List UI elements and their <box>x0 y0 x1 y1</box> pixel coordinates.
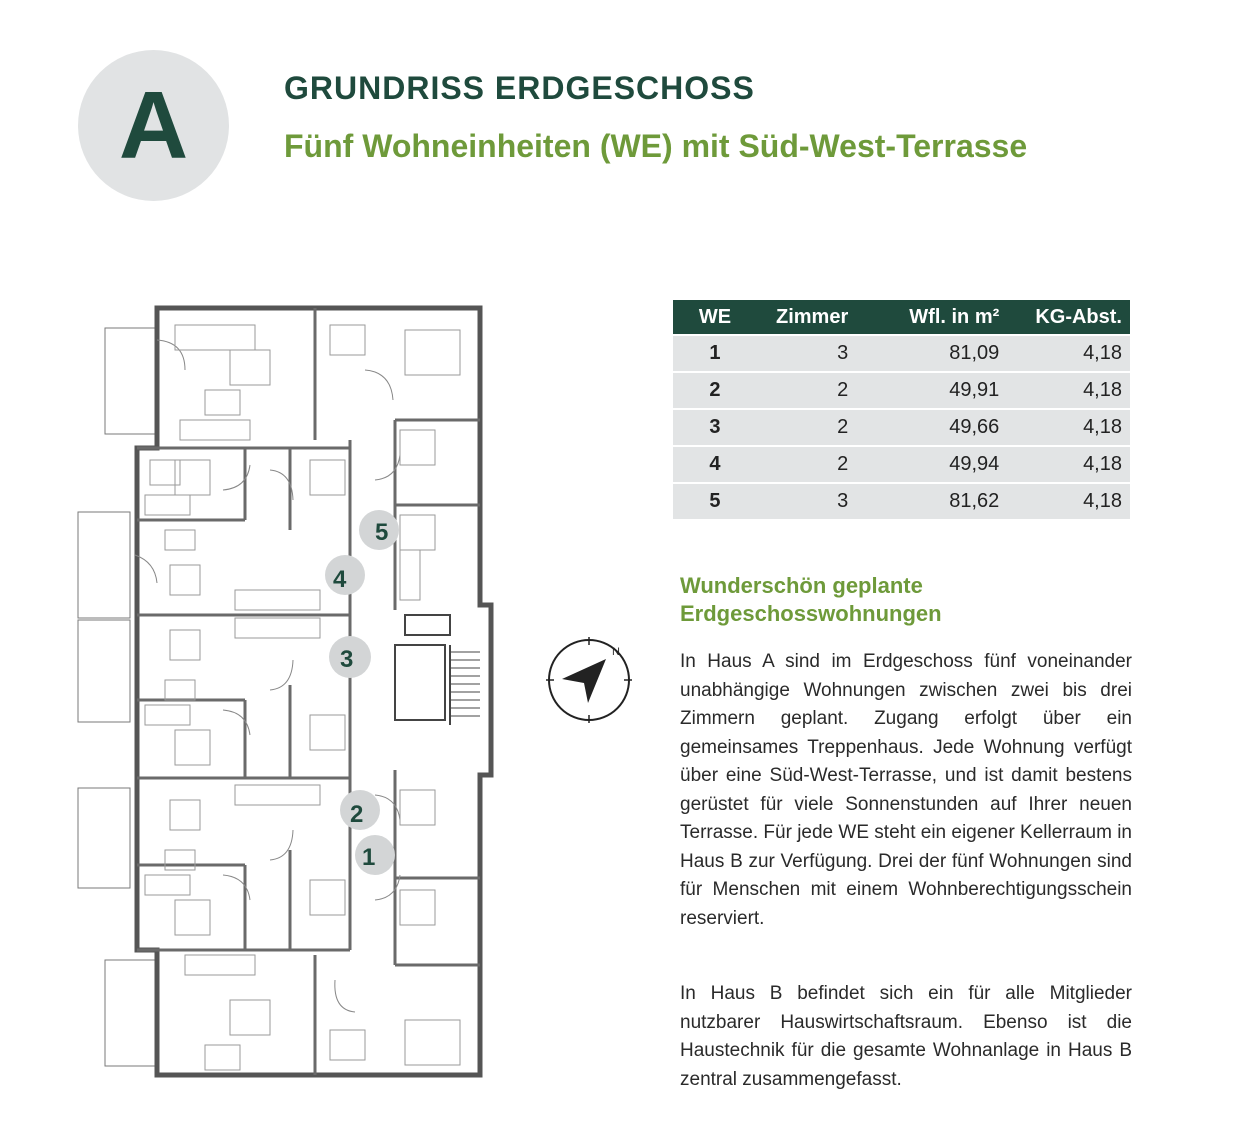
stairwell <box>395 645 445 720</box>
section-heading <box>680 572 942 628</box>
cell-zimmer: 2 <box>757 447 856 482</box>
unit-label-3: 3 <box>340 646 354 673</box>
section-badge <box>78 50 229 201</box>
table-row <box>673 484 1130 519</box>
compass-icon <box>544 635 634 725</box>
cell-zimmer: 2 <box>757 373 856 408</box>
cell-we: 1 <box>673 336 757 371</box>
cell-kg-abst: 4,18 <box>1007 373 1130 408</box>
terrace <box>78 788 130 888</box>
cell-kg-abst: 4,18 <box>1007 484 1130 519</box>
table-row <box>673 410 1130 445</box>
header-zimmer: Zimmer <box>757 300 856 334</box>
page-subtitle: Fünf Wohneinheiten (WE) mit Süd-West-Terrasse <box>284 128 1028 164</box>
header-wohnflaeche: Wfl. in m² <box>856 300 1007 334</box>
table-header-row <box>673 300 1130 334</box>
cell-wohnflaeche: 81,62 <box>856 484 1007 519</box>
cell-we: 5 <box>673 484 757 519</box>
header-kg-abst: KG-Abst. <box>1007 300 1130 334</box>
cell-wohnflaeche: 81,09 <box>856 336 1007 371</box>
table-row <box>673 336 1130 371</box>
cell-kg-abst: 4,18 <box>1007 447 1130 482</box>
cell-wohnflaeche: 49,91 <box>856 373 1007 408</box>
cell-kg-abst: 4,18 <box>1007 336 1130 371</box>
header-we: WE <box>673 300 757 334</box>
page-title: GRUNDRISS ERDGESCHOSS <box>284 70 755 106</box>
units-table <box>673 298 1130 521</box>
section-heading-line2: Erdgeschosswohnungen <box>680 601 942 626</box>
terrace <box>105 328 155 434</box>
floor-plan <box>75 300 500 1085</box>
cell-zimmer: 3 <box>757 336 856 371</box>
unit-label-1: 1 <box>362 844 376 871</box>
cell-wohnflaeche: 49,94 <box>856 447 1007 482</box>
cell-kg-abst: 4,18 <box>1007 410 1130 445</box>
unit-label-4: 4 <box>333 566 347 593</box>
terrace <box>78 620 130 722</box>
cell-wohnflaeche: 49,66 <box>856 410 1007 445</box>
cell-zimmer: 3 <box>757 484 856 519</box>
unit-label-2: 2 <box>350 801 364 828</box>
badge-letter: A <box>118 71 189 179</box>
table-row <box>673 447 1130 482</box>
cell-we: 3 <box>673 410 757 445</box>
cell-we: 2 <box>673 373 757 408</box>
description-paragraph-2: In Haus B befindet sich ein für alle Mitglieder nutzbarer Hauswirtschaftsraum. Ebenso ist die Haustechnik für die gesamte Wohnanlage in Haus B zentral zusammengefasst. <box>680 983 1132 1090</box>
unit-label-5: 5 <box>375 519 389 546</box>
description-paragraph-1: In Haus A sind im Erdgeschoss fünf voneinander unabhängige Wohnungen zwischen zwei bis drei Zimmern geplant. Zugang erfolgt über ein gemeinsames Treppenhaus. Jede Wohnung verfügt über eine Süd-West-Terrasse, und ist damit bestens gerüstet für viele Sonnenstunden auf Ihrer neuen Terrasse. Für jede WE steht ein eigener Kellerraum in Haus B zur Verfügung. Drei der fünf Wohnungen sind für Menschen mit einem Wohnberechtigungsschein reserviert. <box>680 651 1132 929</box>
terrace <box>78 512 130 618</box>
compass-north-label: N <box>612 646 620 658</box>
section-heading-line1: Wunderschön geplante <box>680 573 923 598</box>
terrace <box>105 960 155 1066</box>
cell-we: 4 <box>673 447 757 482</box>
cell-zimmer: 2 <box>757 410 856 445</box>
table-row <box>673 373 1130 408</box>
